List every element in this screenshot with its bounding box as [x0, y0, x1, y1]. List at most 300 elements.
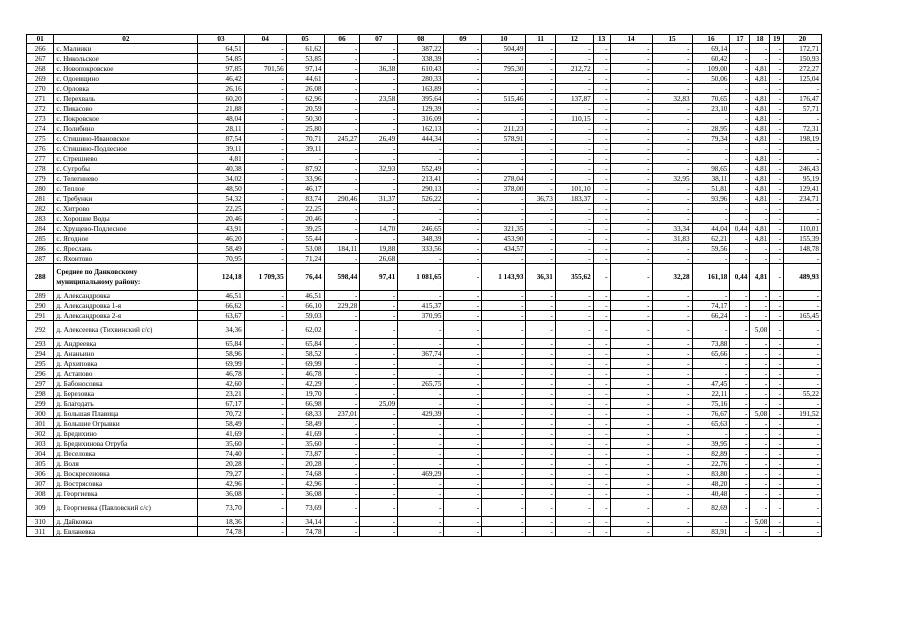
- value-cell: 87,54: [198, 134, 244, 144]
- value-cell: -: [783, 399, 821, 409]
- value-cell: -: [593, 291, 610, 301]
- value-cell: -: [444, 479, 482, 489]
- value-cell: -: [555, 124, 593, 134]
- value-cell: -: [526, 399, 555, 409]
- value-cell: -: [526, 359, 555, 369]
- value-cell: -: [730, 301, 750, 311]
- locality-name-cell: с. Сугробы: [54, 164, 198, 174]
- value-cell: 26,08: [286, 84, 324, 94]
- value-cell: 184,11: [324, 244, 360, 254]
- value-cell: -: [526, 224, 555, 234]
- value-cell: 60,20: [198, 94, 244, 104]
- value-cell: -: [750, 449, 770, 459]
- table-row: [27, 114, 822, 124]
- value-cell: -: [750, 214, 770, 224]
- value-cell: -: [526, 174, 555, 184]
- value-cell: 28,95: [692, 124, 730, 134]
- value-cell: -: [398, 369, 444, 379]
- value-cell: 165,45: [783, 311, 821, 321]
- value-cell: -: [324, 311, 360, 321]
- value-cell: -: [593, 54, 610, 64]
- value-cell: -: [482, 409, 526, 419]
- value-cell: 109,00: [692, 64, 730, 74]
- value-cell: 64,51: [198, 44, 244, 54]
- value-cell: -: [692, 291, 730, 301]
- value-cell: -: [610, 204, 652, 214]
- value-cell: -: [610, 379, 652, 389]
- value-cell: 26,68: [360, 254, 398, 264]
- value-cell: -: [555, 234, 593, 244]
- value-cell: -: [610, 234, 652, 244]
- value-cell: 23,21: [198, 389, 244, 399]
- value-cell: 62,21: [692, 234, 730, 244]
- value-cell: -: [593, 224, 610, 234]
- table-row: [27, 74, 822, 84]
- value-cell: -: [593, 74, 610, 84]
- value-cell: 39,95: [692, 439, 730, 449]
- column-header: 11: [526, 35, 555, 44]
- value-cell: -: [444, 144, 482, 154]
- table-row: [27, 214, 822, 224]
- value-cell: -: [593, 399, 610, 409]
- value-cell: -: [730, 429, 750, 439]
- value-cell: -: [652, 389, 692, 399]
- value-cell: 35,60: [198, 439, 244, 449]
- value-cell: 415,37: [398, 301, 444, 311]
- locality-name-cell: с. Яхонтово: [54, 254, 198, 264]
- value-cell: -: [730, 459, 750, 469]
- value-cell: 36,38: [360, 64, 398, 74]
- table-row: [27, 134, 822, 144]
- value-cell: 20,46: [286, 214, 324, 224]
- value-cell: -: [730, 311, 750, 321]
- value-cell: 469,29: [398, 469, 444, 479]
- value-cell: -: [444, 349, 482, 359]
- value-cell: 79,27: [198, 469, 244, 479]
- value-cell: -: [610, 244, 652, 254]
- value-cell: 213,41: [398, 174, 444, 184]
- value-cell: 83,91: [692, 527, 730, 537]
- value-cell: -: [444, 264, 482, 291]
- locality-name-cell: с. Стишино-Ивановское: [54, 134, 198, 144]
- value-cell: -: [593, 204, 610, 214]
- value-cell: -: [555, 479, 593, 489]
- value-cell: -: [652, 339, 692, 349]
- value-cell: -: [526, 114, 555, 124]
- value-cell: -: [555, 144, 593, 154]
- table-row: [27, 489, 822, 499]
- value-cell: -: [444, 254, 482, 264]
- value-cell: -: [482, 254, 526, 264]
- locality-name-cell: с. Новопокровское: [54, 64, 198, 74]
- value-cell: -: [444, 74, 482, 84]
- value-cell: 58,49: [286, 419, 324, 429]
- value-cell: -: [324, 124, 360, 134]
- value-cell: 395,64: [398, 94, 444, 104]
- value-cell: 41,69: [286, 429, 324, 439]
- value-cell: -: [324, 224, 360, 234]
- value-cell: -: [324, 214, 360, 224]
- value-cell: 70,72: [198, 409, 244, 419]
- value-cell: -: [730, 409, 750, 419]
- value-cell: -: [482, 459, 526, 469]
- value-cell: -: [692, 429, 730, 439]
- column-header: 15: [652, 35, 692, 44]
- value-cell: -: [555, 224, 593, 234]
- value-cell: -: [730, 124, 750, 134]
- locality-name-cell: д. Георгиевка (Павловский с/с): [54, 499, 198, 517]
- value-cell: 155,39: [783, 234, 821, 244]
- value-cell: -: [526, 339, 555, 349]
- column-header: 20: [783, 35, 821, 44]
- value-cell: -: [360, 349, 398, 359]
- value-cell: -: [244, 214, 286, 224]
- value-cell: -: [555, 429, 593, 439]
- value-cell: -: [360, 369, 398, 379]
- value-cell: -: [244, 389, 286, 399]
- value-cell: 66,98: [286, 399, 324, 409]
- table-row: [27, 311, 822, 321]
- value-cell: 39,11: [198, 144, 244, 154]
- value-cell: -: [652, 459, 692, 469]
- row-number-cell: 298: [27, 389, 54, 399]
- value-cell: 69,14: [692, 44, 730, 54]
- value-cell: -: [730, 449, 750, 459]
- value-cell: -: [783, 429, 821, 439]
- value-cell: -: [593, 174, 610, 184]
- value-cell: 34,02: [198, 174, 244, 184]
- table-row: [27, 399, 822, 409]
- value-cell: -: [324, 527, 360, 537]
- value-cell: -: [593, 349, 610, 359]
- value-cell: -: [730, 517, 750, 527]
- value-cell: -: [783, 144, 821, 154]
- value-cell: -: [593, 234, 610, 244]
- value-cell: -: [324, 184, 360, 194]
- value-cell: -: [244, 194, 286, 204]
- row-number-cell: 306: [27, 469, 54, 479]
- value-cell: 333,56: [398, 244, 444, 254]
- value-cell: -: [555, 204, 593, 214]
- value-cell: -: [770, 134, 784, 144]
- value-cell: -: [652, 244, 692, 254]
- header-row: [27, 35, 822, 44]
- value-cell: -: [360, 379, 398, 389]
- value-cell: -: [730, 134, 750, 144]
- value-cell: -: [770, 64, 784, 74]
- value-cell: 387,22: [398, 44, 444, 54]
- value-cell: -: [783, 359, 821, 369]
- value-cell: -: [730, 94, 750, 104]
- value-cell: -: [770, 399, 784, 409]
- value-cell: 290,46: [324, 194, 360, 204]
- value-cell: 87,92: [286, 164, 324, 174]
- row-number-cell: 303: [27, 439, 54, 449]
- value-cell: -: [360, 184, 398, 194]
- value-cell: -: [730, 469, 750, 479]
- value-cell: 552,49: [398, 164, 444, 174]
- table-row: [27, 291, 822, 301]
- value-cell: 66,62: [198, 301, 244, 311]
- value-cell: -: [360, 469, 398, 479]
- value-cell: 66,24: [692, 311, 730, 321]
- value-cell: -: [750, 204, 770, 214]
- value-cell: -: [244, 399, 286, 409]
- value-cell: -: [652, 409, 692, 419]
- value-cell: -: [652, 214, 692, 224]
- value-cell: -: [526, 291, 555, 301]
- value-cell: -: [730, 64, 750, 74]
- value-cell: -: [360, 311, 398, 321]
- value-cell: -: [360, 214, 398, 224]
- value-cell: -: [770, 234, 784, 244]
- value-cell: -: [244, 164, 286, 174]
- value-cell: 265,75: [398, 379, 444, 389]
- row-number-cell: 281: [27, 194, 54, 204]
- value-cell: -: [324, 164, 360, 174]
- row-number-cell: 272: [27, 104, 54, 114]
- row-number-cell: 291: [27, 311, 54, 321]
- value-cell: 33,34: [652, 224, 692, 234]
- value-cell: -: [398, 389, 444, 399]
- value-cell: -: [444, 224, 482, 234]
- value-cell: -: [526, 204, 555, 214]
- value-cell: 191,52: [783, 409, 821, 419]
- value-cell: -: [482, 114, 526, 124]
- value-cell: -: [398, 254, 444, 264]
- value-cell: -: [482, 144, 526, 154]
- value-cell: 4,81: [750, 64, 770, 74]
- value-cell: -: [593, 104, 610, 114]
- value-cell: 20,28: [198, 459, 244, 469]
- value-cell: -: [526, 64, 555, 74]
- row-number-cell: 305: [27, 459, 54, 469]
- value-cell: -: [244, 254, 286, 264]
- value-cell: -: [750, 359, 770, 369]
- value-cell: -: [360, 517, 398, 527]
- locality-name-cell: д. Ананьино: [54, 349, 198, 359]
- value-cell: -: [593, 84, 610, 94]
- value-cell: -: [593, 499, 610, 517]
- value-cell: -: [482, 321, 526, 339]
- value-cell: 65,84: [198, 339, 244, 349]
- value-cell: -: [555, 254, 593, 264]
- value-cell: 73,70: [198, 499, 244, 517]
- value-cell: -: [324, 44, 360, 54]
- row-number-cell: 269: [27, 74, 54, 84]
- value-cell: -: [324, 489, 360, 499]
- value-cell: -: [444, 154, 482, 164]
- value-cell: -: [360, 459, 398, 469]
- table-row: [27, 517, 822, 527]
- value-cell: -: [783, 527, 821, 537]
- value-cell: -: [444, 244, 482, 254]
- value-cell: 110,15: [555, 114, 593, 124]
- value-cell: -: [324, 429, 360, 439]
- value-cell: 50,30: [286, 114, 324, 124]
- column-header: 19: [770, 35, 784, 44]
- value-cell: -: [783, 339, 821, 349]
- value-cell: -: [482, 499, 526, 517]
- locality-name-cell: с. Стишино-Подлесное: [54, 144, 198, 154]
- value-cell: -: [750, 499, 770, 517]
- value-cell: -: [593, 184, 610, 194]
- locality-name-cell: с. Полибино: [54, 124, 198, 134]
- value-cell: -: [652, 359, 692, 369]
- value-cell: -: [360, 144, 398, 154]
- value-cell: -: [770, 321, 784, 339]
- value-cell: -: [730, 44, 750, 54]
- value-cell: 701,56: [244, 64, 286, 74]
- value-cell: -: [783, 321, 821, 339]
- value-cell: -: [360, 321, 398, 339]
- value-cell: -: [770, 349, 784, 359]
- value-cell: 26,16: [198, 84, 244, 94]
- value-cell: -: [482, 439, 526, 449]
- value-cell: 32,28: [652, 264, 692, 291]
- value-cell: 4,81: [750, 224, 770, 234]
- value-cell: -: [593, 409, 610, 419]
- value-cell: -: [730, 479, 750, 489]
- value-cell: -: [244, 311, 286, 321]
- row-number-cell: 299: [27, 399, 54, 409]
- row-number-cell: 295: [27, 359, 54, 369]
- value-cell: 68,33: [286, 409, 324, 419]
- value-cell: -: [750, 429, 770, 439]
- value-cell: 95,19: [783, 174, 821, 184]
- table-row: [27, 469, 822, 479]
- row-number-cell: 286: [27, 244, 54, 254]
- value-cell: -: [730, 419, 750, 429]
- value-cell: -: [783, 517, 821, 527]
- table-row: [27, 369, 822, 379]
- value-cell: -: [610, 369, 652, 379]
- value-cell: -: [444, 44, 482, 54]
- value-cell: -: [770, 114, 784, 124]
- value-cell: 74,78: [286, 527, 324, 537]
- value-cell: -: [444, 94, 482, 104]
- row-number-cell: 302: [27, 429, 54, 439]
- value-cell: -: [610, 194, 652, 204]
- value-cell: 4,81: [750, 264, 770, 291]
- value-cell: -: [555, 469, 593, 479]
- value-cell: -: [444, 409, 482, 419]
- value-cell: -: [770, 164, 784, 174]
- value-cell: -: [444, 389, 482, 399]
- value-cell: -: [526, 389, 555, 399]
- value-cell: -: [244, 174, 286, 184]
- value-cell: 31,37: [360, 194, 398, 204]
- value-cell: 245,27: [324, 134, 360, 144]
- value-cell: -: [526, 164, 555, 174]
- value-cell: 38,11: [692, 174, 730, 184]
- value-cell: -: [526, 469, 555, 479]
- value-cell: -: [593, 379, 610, 389]
- value-cell: -: [770, 379, 784, 389]
- value-cell: -: [783, 114, 821, 124]
- value-cell: -: [750, 244, 770, 254]
- value-cell: -: [398, 479, 444, 489]
- value-cell: 73,88: [692, 339, 730, 349]
- value-cell: -: [555, 104, 593, 114]
- column-header: 13: [593, 35, 610, 44]
- value-cell: -: [692, 369, 730, 379]
- value-cell: -: [526, 321, 555, 339]
- row-number-cell: 310: [27, 517, 54, 527]
- value-cell: -: [692, 144, 730, 154]
- value-cell: -: [482, 311, 526, 321]
- value-cell: -: [610, 264, 652, 291]
- value-cell: -: [526, 144, 555, 154]
- value-cell: 70,71: [286, 134, 324, 144]
- value-cell: -: [593, 339, 610, 349]
- value-cell: -: [770, 44, 784, 54]
- value-cell: -: [444, 134, 482, 144]
- value-cell: -: [730, 291, 750, 301]
- value-cell: -: [652, 369, 692, 379]
- value-cell: -: [730, 254, 750, 264]
- value-cell: -: [783, 301, 821, 311]
- table-row: [27, 224, 822, 234]
- value-cell: 20,59: [286, 104, 324, 114]
- value-cell: -: [593, 44, 610, 54]
- value-cell: -: [770, 104, 784, 114]
- value-cell: -: [750, 419, 770, 429]
- table-row: [27, 154, 822, 164]
- value-cell: 163,89: [398, 84, 444, 94]
- value-cell: -: [360, 54, 398, 64]
- value-cell: -: [730, 369, 750, 379]
- value-cell: 370,95: [398, 311, 444, 321]
- value-cell: -: [783, 449, 821, 459]
- value-cell: -: [324, 439, 360, 449]
- value-cell: 162,13: [398, 124, 444, 134]
- value-cell: 246,65: [398, 224, 444, 234]
- value-cell: 367,74: [398, 349, 444, 359]
- value-cell: -: [324, 154, 360, 164]
- value-cell: -: [593, 244, 610, 254]
- value-cell: -: [324, 234, 360, 244]
- value-cell: -: [770, 154, 784, 164]
- value-cell: -: [770, 339, 784, 349]
- value-cell: -: [730, 144, 750, 154]
- value-cell: 46,51: [286, 291, 324, 301]
- value-cell: -: [730, 389, 750, 399]
- value-cell: -: [610, 429, 652, 439]
- column-header: 07: [360, 35, 398, 44]
- value-cell: -: [610, 301, 652, 311]
- locality-name-cell: с. Орловка: [54, 84, 198, 94]
- value-cell: 125,04: [783, 74, 821, 84]
- row-number-cell: 274: [27, 124, 54, 134]
- value-cell: 515,46: [482, 94, 526, 104]
- value-cell: 237,01: [324, 409, 360, 419]
- value-cell: 25,09: [360, 399, 398, 409]
- value-cell: -: [398, 359, 444, 369]
- value-cell: -: [482, 164, 526, 174]
- value-cell: 73,87: [286, 449, 324, 459]
- value-cell: 489,93: [783, 264, 821, 291]
- table-row: [27, 409, 822, 419]
- row-number-cell: 297: [27, 379, 54, 389]
- value-cell: -: [652, 54, 692, 64]
- value-cell: -: [783, 214, 821, 224]
- value-cell: 4,81: [750, 124, 770, 134]
- value-cell: -: [555, 527, 593, 537]
- value-cell: -: [730, 184, 750, 194]
- value-cell: -: [444, 359, 482, 369]
- value-cell: -: [444, 321, 482, 339]
